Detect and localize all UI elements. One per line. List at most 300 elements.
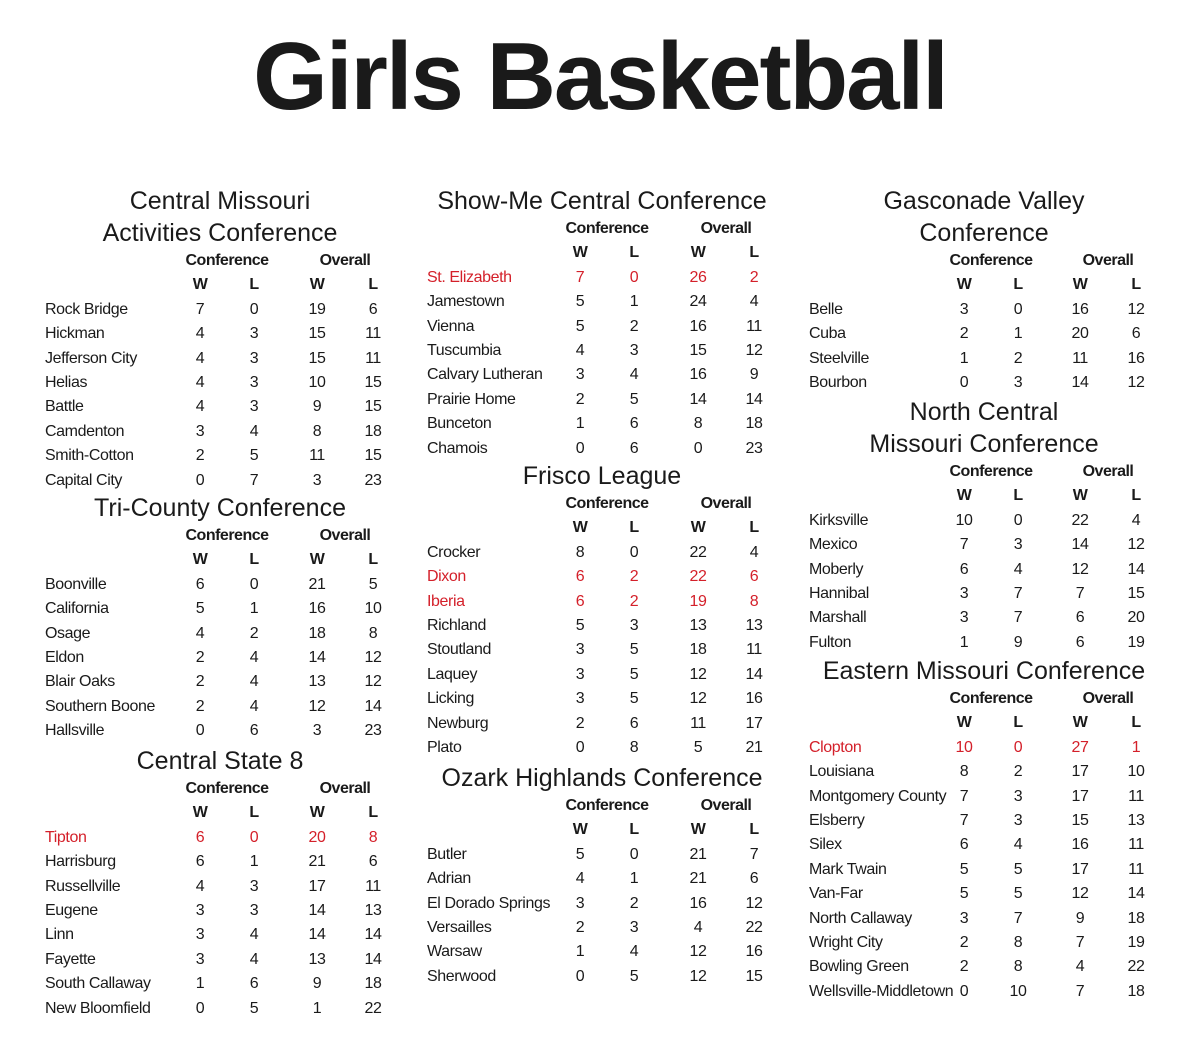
- overall-wins: 16: [1071, 300, 1089, 318]
- overall-wins: 20: [308, 828, 326, 846]
- team-name: Stoutland: [427, 641, 492, 659]
- team-name: Hannibal: [809, 584, 869, 602]
- team-name: Montgomery County: [809, 787, 947, 805]
- overall-losses-header: L: [749, 244, 759, 262]
- conference-wins: 10: [955, 738, 973, 756]
- conference-wins: 4: [195, 624, 205, 642]
- overall-wins: 12: [689, 690, 707, 708]
- overall-wins: 14: [689, 390, 707, 408]
- team-name: Bunceton: [427, 415, 492, 433]
- team-row: [427, 541, 782, 565]
- conference-losses: 1: [629, 870, 639, 888]
- conference-wins: 4: [195, 373, 205, 391]
- team-row: [809, 931, 1164, 955]
- conference-wins: 8: [959, 763, 969, 781]
- team-row: [809, 955, 1164, 979]
- overall-wins: 14: [308, 901, 326, 919]
- conference-wins-header: W: [572, 821, 588, 839]
- conference-group-header: Conference: [565, 495, 649, 512]
- conference-wins: 1: [959, 633, 969, 651]
- overall-wins: 16: [689, 366, 707, 384]
- team-row: [809, 558, 1164, 582]
- group-header-row: [45, 777, 400, 801]
- team-name: Prairie Home: [427, 390, 516, 408]
- overall-losses: 4: [749, 293, 759, 311]
- team-row: [427, 712, 782, 736]
- group-header-row: [809, 460, 1164, 484]
- conference-losses: 6: [629, 439, 639, 457]
- team-name: Silex: [809, 836, 842, 854]
- conference-losses: 5: [249, 999, 259, 1017]
- conference-wins: 7: [959, 811, 969, 829]
- overall-wins: 19: [308, 300, 326, 318]
- conference-losses-header: L: [629, 821, 639, 839]
- conference-losses: 0: [629, 268, 639, 286]
- team-name: Bourbon: [809, 373, 867, 391]
- conference-losses: 5: [629, 641, 639, 659]
- overall-wins: 9: [1075, 909, 1085, 927]
- team-name: Kirksville: [809, 511, 869, 529]
- team-name: Moberly: [809, 560, 864, 578]
- conference-wins: 4: [195, 325, 205, 343]
- conference-losses-header: L: [1013, 487, 1023, 505]
- overall-losses: 4: [749, 543, 759, 561]
- overall-wins: 12: [689, 665, 707, 683]
- conference-wins: 3: [959, 909, 969, 927]
- overall-losses: 6: [1131, 325, 1141, 343]
- conference-losses: 3: [249, 373, 259, 391]
- team-row: [45, 826, 400, 850]
- win-loss-header-row: [427, 516, 782, 540]
- conference-losses: 0: [249, 575, 259, 593]
- conference-wins: 7: [959, 536, 969, 554]
- team-name: Plato: [427, 738, 462, 756]
- overall-wins: 12: [689, 967, 707, 985]
- overall-wins: 8: [312, 422, 322, 440]
- overall-wins-header: W: [1072, 276, 1088, 294]
- overall-wins-header: W: [1072, 714, 1088, 732]
- team-row: [45, 371, 400, 395]
- win-loss-header-row: [427, 818, 782, 842]
- overall-group-header: Overall: [1082, 252, 1134, 269]
- conference-losses: 3: [1013, 536, 1023, 554]
- overall-wins-header: W: [690, 519, 706, 537]
- conference-wins: 5: [959, 860, 969, 878]
- conference-wins: 6: [575, 568, 585, 586]
- overall-losses: 6: [749, 870, 759, 888]
- overall-losses: 16: [1127, 349, 1145, 367]
- overall-losses: 8: [749, 592, 759, 610]
- overall-wins: 12: [1071, 885, 1089, 903]
- team-name: Bowling Green: [809, 958, 909, 976]
- overall-wins: 21: [689, 870, 707, 888]
- overall-wins: 15: [308, 349, 326, 367]
- conference-losses: 5: [629, 690, 639, 708]
- overall-group-header: Overall: [1082, 463, 1134, 480]
- page-title: Girls Basketball: [253, 23, 947, 130]
- conference-losses: 7: [249, 471, 259, 489]
- overall-losses: 5: [368, 575, 378, 593]
- team-name: Sherwood: [427, 967, 496, 985]
- conference-wins: 3: [575, 894, 585, 912]
- overall-losses: 22: [364, 999, 382, 1017]
- team-row: [427, 363, 782, 387]
- team-name: Calvary Lutheran: [427, 366, 543, 384]
- team-row: [45, 899, 400, 923]
- team-row: [809, 882, 1164, 906]
- overall-losses: 16: [745, 690, 763, 708]
- conference-losses: 6: [249, 722, 259, 740]
- overall-losses: 15: [1127, 584, 1145, 602]
- team-name: Hallsville: [45, 722, 105, 740]
- standings-table: Ozark Highlands Conference Conference Overall W L W L Butler 5 0 21 7 Adrian 4 1 21 6 El Dorado Springs 3 2 16 12 Versailles 2 3 4 22 Warsaw 1 4 12 16 Sherwood 0 5 12 15: [427, 762, 782, 989]
- overall-wins: 13: [689, 616, 707, 634]
- team-name: Boonville: [45, 575, 107, 593]
- conference-group-header: Conference: [949, 463, 1033, 480]
- overall-losses: 13: [1127, 811, 1145, 829]
- conference-losses: 1: [249, 853, 259, 871]
- conference-wins: 6: [195, 853, 205, 871]
- overall-wins: 17: [308, 877, 326, 895]
- team-row: [45, 646, 400, 670]
- team-name: Eugene: [45, 901, 98, 919]
- team-row: [427, 388, 782, 412]
- conference-losses: 6: [629, 714, 639, 732]
- overall-losses: 12: [1127, 373, 1145, 391]
- conference-losses: 5: [629, 967, 639, 985]
- overall-group-header: Overall: [1082, 690, 1134, 707]
- conference-wins-header: W: [572, 519, 588, 537]
- team-row: [45, 322, 400, 346]
- conference-losses: 2: [629, 894, 639, 912]
- overall-losses: 18: [745, 415, 763, 433]
- team-name: Tipton: [45, 828, 87, 846]
- team-row: [809, 631, 1164, 655]
- win-loss-header-row: [45, 801, 400, 825]
- conference-losses: 3: [1013, 811, 1023, 829]
- team-row: [45, 875, 400, 899]
- conference-wins: 4: [195, 398, 205, 416]
- team-name: Louisiana: [809, 763, 874, 781]
- conference-losses: 4: [629, 366, 639, 384]
- overall-wins: 15: [308, 325, 326, 343]
- conference-wins: 0: [959, 373, 969, 391]
- conference-wins: 4: [575, 341, 585, 359]
- group-header-row: [45, 524, 400, 548]
- standings-table: Central State 8 Conference Overall W L W L Tipton 6 0 20 8 Harrisburg 6 1 21 6 Russellville 4 3 17 11 Eugene 3 3 14 13 Linn 3 4 14 14 Fayette 3 4 13 14 South Callaway 1 6 9 18 New Bloomfield 0 5 1 22: [45, 745, 400, 1021]
- team-name: Fulton: [809, 633, 852, 651]
- overall-losses: 12: [745, 341, 763, 359]
- overall-losses-header: L: [1131, 714, 1141, 732]
- conference-losses: 8: [1013, 933, 1023, 951]
- conference-wins: 5: [195, 600, 205, 618]
- team-name: Linn: [45, 926, 74, 944]
- conference-wins: 0: [575, 967, 585, 985]
- team-row: [45, 298, 400, 322]
- conference-wins: 6: [575, 592, 585, 610]
- overall-losses: 8: [368, 624, 378, 642]
- team-row: [809, 736, 1164, 760]
- conference-wins: 2: [959, 933, 969, 951]
- overall-wins: 12: [1071, 560, 1089, 578]
- conference-losses: 0: [1013, 738, 1023, 756]
- team-row: [427, 843, 782, 867]
- team-row: [45, 850, 400, 874]
- conference-wins: 4: [575, 870, 585, 888]
- team-name: Adrian: [427, 870, 471, 888]
- overall-wins: 11: [309, 447, 325, 465]
- conference-wins: 3: [959, 609, 969, 627]
- overall-wins: 14: [308, 926, 326, 944]
- group-header-row: [809, 249, 1164, 273]
- overall-wins: 22: [689, 543, 707, 561]
- team-row: [427, 965, 782, 989]
- overall-losses-header: L: [749, 519, 759, 537]
- overall-wins: 5: [693, 738, 703, 756]
- overall-losses: 20: [1127, 609, 1145, 627]
- overall-wins-header: W: [309, 276, 325, 294]
- conference-wins: 7: [195, 300, 205, 318]
- overall-wins: 16: [689, 894, 707, 912]
- team-row: [809, 606, 1164, 630]
- conference-losses: 4: [1013, 560, 1023, 578]
- team-name: Jefferson City: [45, 349, 137, 367]
- overall-losses: 6: [368, 853, 378, 871]
- group-header-row: [809, 687, 1164, 711]
- overall-wins: 14: [1071, 536, 1089, 554]
- team-row: [809, 858, 1164, 882]
- overall-wins: 12: [689, 943, 707, 961]
- conference-losses-header: L: [1013, 714, 1023, 732]
- team-name: Smith-Cotton: [45, 447, 134, 465]
- overall-losses-header: L: [368, 804, 378, 822]
- overall-wins: 16: [308, 600, 326, 618]
- team-name: Camdenton: [45, 422, 125, 440]
- overall-wins: 8: [693, 415, 703, 433]
- overall-wins: 11: [690, 714, 706, 732]
- conference-wins: 1: [575, 415, 585, 433]
- conference-wins: 7: [575, 268, 585, 286]
- team-name: St. Elizabeth: [427, 268, 512, 286]
- conference-wins: 6: [959, 836, 969, 854]
- overall-wins: 1: [312, 999, 322, 1017]
- team-row: [45, 597, 400, 621]
- conference-wins: 0: [195, 999, 205, 1017]
- conference-wins: 5: [575, 293, 585, 311]
- team-row: [427, 590, 782, 614]
- team-row: [427, 736, 782, 760]
- overall-losses: 18: [1127, 982, 1145, 1000]
- team-name: Helias: [45, 373, 88, 391]
- conference-losses-header: L: [629, 519, 639, 537]
- overall-losses: 16: [745, 943, 763, 961]
- overall-wins: 20: [1071, 325, 1089, 343]
- overall-losses: 14: [1127, 560, 1145, 578]
- group-header-row: [45, 249, 400, 273]
- standings-table: North Central Missouri Conference Conference Overall W L W L Kirksville 10 0 22 4 Mexico 7 3 14 12 Moberly 6 4 12 14 Hannibal 3 7 7 15 Marshall 3 7 6 20 Fulton 1 9 6 19: [809, 396, 1164, 655]
- team-name: Wright City: [809, 933, 883, 951]
- conference-losses-header: L: [1013, 276, 1023, 294]
- conference-wins: 3: [575, 366, 585, 384]
- team-name: Mark Twain: [809, 860, 887, 878]
- team-name: Laquey: [427, 665, 478, 683]
- team-row: [427, 638, 782, 662]
- win-loss-header-row: [809, 273, 1164, 297]
- overall-wins-header: W: [690, 244, 706, 262]
- conference-losses: 9: [1013, 633, 1023, 651]
- team-name: Iberia: [427, 592, 465, 610]
- team-row: [427, 290, 782, 314]
- overall-wins: 15: [1071, 811, 1089, 829]
- team-row: [809, 980, 1164, 1004]
- team-row: [427, 315, 782, 339]
- team-name: Wellsville-Middletown: [809, 982, 954, 1000]
- team-row: [809, 298, 1164, 322]
- conference-losses: 2: [629, 592, 639, 610]
- overall-losses: 11: [1128, 836, 1144, 854]
- team-row: [45, 444, 400, 468]
- overall-wins: 18: [308, 624, 326, 642]
- overall-losses-header: L: [368, 276, 378, 294]
- team-name: Newburg: [427, 714, 489, 732]
- team-row: [809, 907, 1164, 931]
- overall-losses: 9: [749, 366, 759, 384]
- conference-wins: 5: [575, 845, 585, 863]
- overall-wins: 21: [689, 845, 707, 863]
- overall-group-header: Overall: [700, 220, 752, 237]
- conference-losses: 6: [249, 975, 259, 993]
- team-row: [45, 670, 400, 694]
- team-row: [45, 923, 400, 947]
- conference-wins: 2: [575, 390, 585, 408]
- conference-wins: 8: [575, 543, 585, 561]
- conference-wins: 3: [195, 926, 205, 944]
- overall-losses: 17: [745, 714, 763, 732]
- conference-losses: 10: [1009, 982, 1027, 1000]
- conference-losses-header: L: [249, 551, 259, 569]
- overall-wins: 13: [308, 950, 326, 968]
- conference-losses: 1: [629, 293, 639, 311]
- overall-group-header: Overall: [700, 495, 752, 512]
- standings-table: Show-Me Central Conference Conference Overall W L W L St. Elizabeth 7 0 26 2 Jamestown 5 1 24 4 Vienna 5 2 16 11 Tuscumbia 4 3 15 12 Calvary Lutheran 3 4 16 9 Prairie Home 2 5 14 14 Bunceton 1 6 8 18 Chamois 0 6 0 23: [427, 185, 782, 461]
- team-row: [427, 266, 782, 290]
- overall-wins: 16: [689, 317, 707, 335]
- group-header-row: [427, 794, 782, 818]
- conference-losses: 5: [249, 447, 259, 465]
- overall-wins-header: W: [1072, 487, 1088, 505]
- overall-losses: 12: [745, 894, 763, 912]
- overall-losses: 11: [1128, 860, 1144, 878]
- conference-group-header: Conference: [185, 780, 269, 797]
- conference-group-header: Conference: [565, 220, 649, 237]
- team-name: Crocker: [427, 543, 481, 561]
- overall-wins: 7: [1075, 584, 1085, 602]
- overall-losses: 10: [364, 600, 382, 618]
- conference-wins-header: W: [956, 276, 972, 294]
- team-row: [809, 760, 1164, 784]
- conference-wins: 6: [195, 575, 205, 593]
- conference-wins: 2: [195, 673, 205, 691]
- team-name: Tuscumbia: [427, 341, 502, 359]
- conference-wins: 3: [575, 665, 585, 683]
- conference-losses: 4: [1013, 836, 1023, 854]
- overall-losses: 6: [749, 568, 759, 586]
- conference-wins: 0: [195, 471, 205, 489]
- overall-losses: 14: [745, 390, 763, 408]
- overall-losses: 15: [364, 373, 382, 391]
- conference-wins: 0: [575, 738, 585, 756]
- overall-losses: 18: [364, 975, 382, 993]
- group-header-row: [427, 217, 782, 241]
- overall-losses: 12: [1127, 536, 1145, 554]
- overall-wins: 6: [1075, 633, 1085, 651]
- conference-wins: 1: [575, 943, 585, 961]
- team-row: [809, 371, 1164, 395]
- overall-wins: 21: [308, 575, 326, 593]
- conference-losses: 2: [629, 317, 639, 335]
- conference-wins: 5: [575, 317, 585, 335]
- team-name: Marshall: [809, 609, 867, 627]
- win-loss-header-row: [45, 273, 400, 297]
- conference-losses: 3: [249, 349, 259, 367]
- conference-losses: 0: [629, 845, 639, 863]
- conference-wins: 2: [195, 697, 205, 715]
- team-row: [809, 509, 1164, 533]
- overall-losses: 21: [745, 738, 763, 756]
- overall-losses: 15: [745, 967, 763, 985]
- conference-losses: 8: [629, 738, 639, 756]
- conference-losses: 7: [1013, 584, 1023, 602]
- team-name: Belle: [809, 300, 843, 318]
- overall-losses: 14: [364, 926, 382, 944]
- conference-losses: 0: [1013, 300, 1023, 318]
- conference-wins-header: W: [192, 276, 208, 294]
- win-loss-header-row: [809, 484, 1164, 508]
- team-name: Vienna: [427, 317, 475, 335]
- team-name: Capital City: [45, 471, 123, 489]
- overall-losses: 23: [745, 439, 763, 457]
- team-row: [427, 339, 782, 363]
- overall-wins: 3: [312, 471, 322, 489]
- team-name: Licking: [427, 690, 475, 708]
- conference-losses: 3: [1013, 787, 1023, 805]
- conference-wins: 7: [959, 787, 969, 805]
- conference-losses: 1: [249, 600, 259, 618]
- conference-losses: 4: [249, 926, 259, 944]
- team-row: [809, 582, 1164, 606]
- conference-losses: 2: [249, 624, 259, 642]
- overall-wins: 21: [308, 853, 326, 871]
- team-row: [45, 948, 400, 972]
- overall-wins: 7: [1075, 933, 1085, 951]
- conference-wins: 0: [575, 439, 585, 457]
- conference-losses: 2: [1013, 349, 1023, 367]
- conference-losses: 4: [249, 648, 259, 666]
- conference-group-header: Conference: [565, 797, 649, 814]
- overall-losses: 14: [1127, 885, 1145, 903]
- conference-losses: 5: [1013, 885, 1023, 903]
- team-name: El Dorado Springs: [427, 894, 551, 912]
- conference-losses: 4: [249, 697, 259, 715]
- overall-losses: 18: [1127, 909, 1145, 927]
- team-row: [45, 420, 400, 444]
- team-name: South Callaway: [45, 975, 151, 993]
- overall-wins: 19: [689, 592, 707, 610]
- overall-losses: 1: [1131, 738, 1141, 756]
- overall-losses: 14: [364, 950, 382, 968]
- team-name: Chamois: [427, 439, 488, 457]
- conference-wins-header: W: [956, 714, 972, 732]
